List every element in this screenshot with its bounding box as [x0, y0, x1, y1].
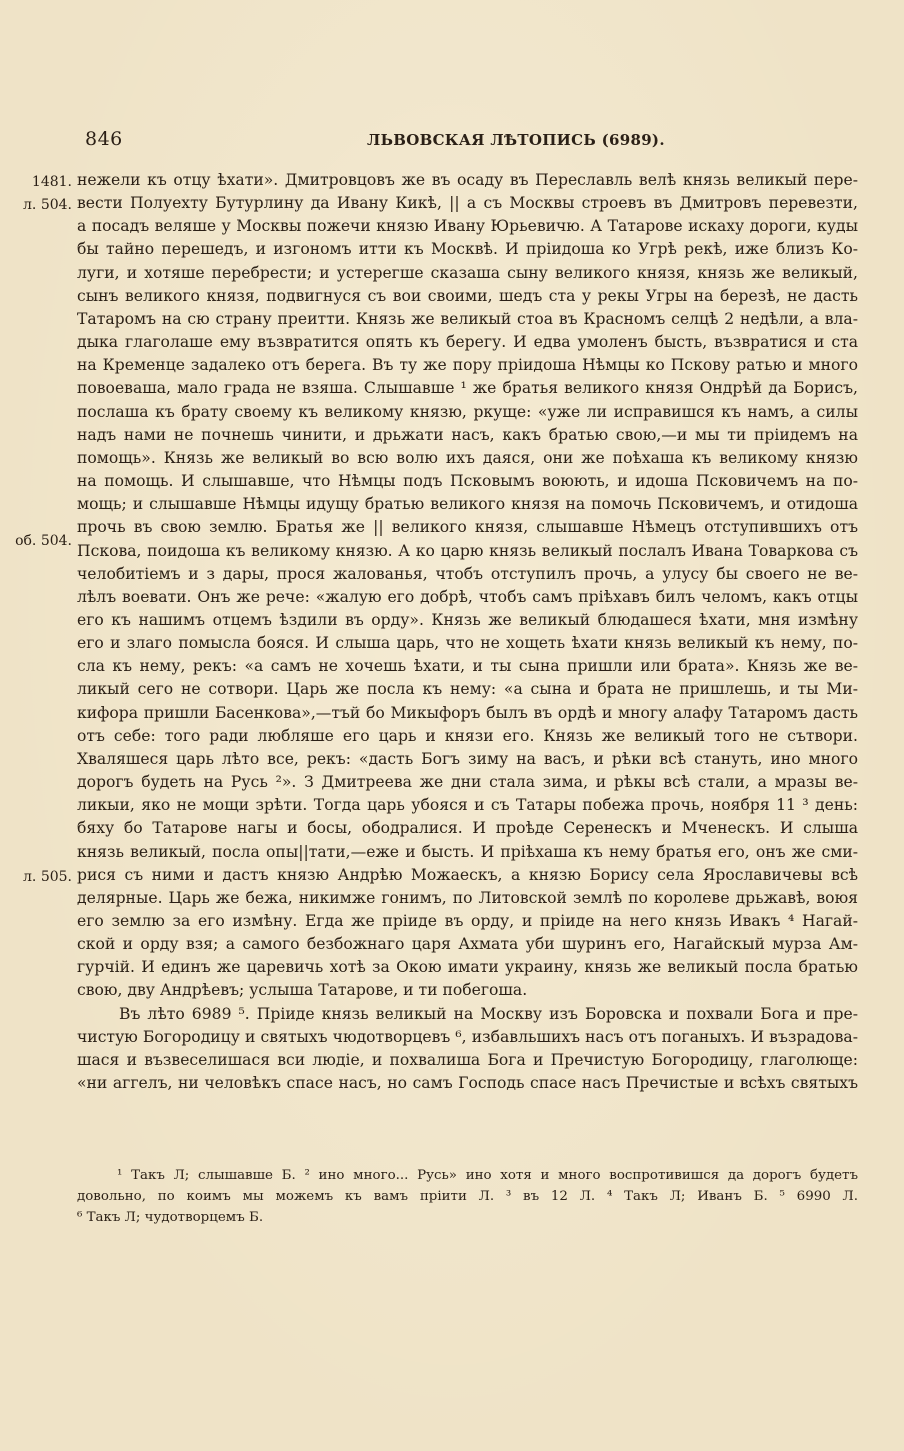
- text-line: сынъ великого князя, подвигнуся съ вои своими, шедъ ста у рекы Угры на березѣ, не дасть: [77, 286, 858, 305]
- text-line: шася и възвеселишася вси людiе, и похвалиша Бога и Пречистую Богородицу, глаголюще:: [77, 1050, 858, 1069]
- text-line: послаша къ брату своему къ великому князю, ркуще: «уже ли исправишся къ намъ, а силы: [77, 402, 858, 421]
- text-line: вести Полуехту Бутурлину да Ивану Кикѣ, || а съ Москвы строевъ въ Дмитровъ перевезти,: [77, 194, 858, 213]
- text-line: помощь». Князь же великый во всю волю ихъ даяся, они же поѣхаша къ великому князю: [77, 448, 858, 467]
- text-line: его землю за его измѣну. Егда же прiиде въ орду, и прiиде на него князь Ивакъ ⁴ Нагай-: [77, 912, 858, 930]
- text-line: дорогъ будеть на Русь ²». З Дмитреева же дни стала зима, и рѣкы всѣ стали, а мразы ве-: [77, 773, 858, 792]
- text-line: Татаромъ на сю страну преитти. Князь же великый стоа въ Красномъ селцѣ 2 недѣли, а вла-: [77, 309, 858, 328]
- text-line-paragraph-start: Въ лѣто 6989 ⁵. Прiиде князь великый на Москву изъ Боровска и похвали Бога и пре-: [119, 1004, 858, 1023]
- margin-note-leaf-verso: об. 504.: [15, 533, 72, 549]
- running-title: ЛЬВОВСКАЯ ЛѢТОПИСЬ (6989).: [367, 131, 665, 149]
- footnote-line: ¹ Такъ Л; слышавше Б. ² ино много... Русь» ино хотя и много воспротивишся да дорогъ будетъ: [117, 1168, 858, 1183]
- text-line: рися съ ними и дастъ князю Андрѣю Можаескъ, а князю Борису села Ярославичевы всѣ: [77, 865, 858, 884]
- main-text: [77, 169, 858, 1095]
- text-line: дыка глаголаше ему възвратится опять къ берегу. И едва умоленъ бысть, възвратися и ста: [77, 333, 858, 352]
- text-line: «ни аггелъ, ни человѣкъ спасе насъ, но самъ Господь спасе насъ Пречистые и всѣхъ святыхъ: [77, 1074, 858, 1093]
- text-line: бы тайно перешедъ, и изгономъ итти къ Москвѣ. И прiидоша ко Угрѣ рекѣ, иже близъ Ко-: [77, 240, 858, 259]
- text-line: ликыи, яко не мощи зрѣти. Тогда царь убояся и съ Татары побежа прочь, ноября 11 ³ день:: [77, 796, 858, 815]
- text-line: сла къ нему, рекъ: «а самъ не хочешь ѣхати, и ты сына пришли или брата». Князь же ве-: [77, 657, 858, 676]
- text-line: отъ себе: того ради любляше его царь и князи его. Князь же великый того не сътвори.: [77, 726, 858, 745]
- footnotes: [77, 1165, 858, 1228]
- text-line: кифора пришли Басенкова»,—тъй бо Микыфоръ былъ въ ордѣ и многу алафу Татаромъ дасть: [77, 703, 858, 722]
- text-line: князь великый, посла опы||тати,—еже и бысть. И прiѣхаша къ нему братья его, онъ же сми-: [77, 842, 858, 861]
- text-line: гурчiй. И единъ же царевичь хотѣ за Окою имати украину, князь же великый посла братью: [77, 958, 858, 977]
- page-header: [0, 128, 904, 158]
- text-line: бяху бо Татарове нагы и босы, ободралися. И проѣде Серенескъ и Мченескъ. И слыша: [77, 819, 858, 838]
- text-line: свою, дву Андрѣевъ; услыша Татарове, и ти побегоша.: [77, 981, 528, 1000]
- text-line: повоеваша, мало града не взяша. Слышавше ¹ же братья великого князя Ондрѣй да Борисъ,: [77, 379, 858, 398]
- text-line: ской и орду взя; а самого безбожнаго царя Ахмата уби шуринъ его, Нагайскый мурза Ам-: [77, 935, 858, 954]
- margin-note-leaf: л. 504.: [23, 197, 72, 213]
- text-line: на помощь. И слышавше, что Нѣмцы подъ Псковымъ воюють, и идоша Псковичемъ на по-: [77, 472, 858, 491]
- text-line: надъ нами не почнешь чинити, и дрьжати насъ, какъ братью свою,—и мы ти прiидемъ на: [77, 425, 858, 444]
- text-line: а посадъ веляше у Москвы пожечи князю Ивану Юрьевичю. А Татарове искаху дороги, куды: [77, 217, 858, 236]
- margin-note-leaf: л. 505.: [23, 869, 72, 885]
- text-line: делярные. Царь же бежа, никимже гонимъ, по Литовской землѣ по королеве дрьжавѣ, воюя: [77, 888, 858, 907]
- text-line: Пскова, поидоша къ великому князю. А ко царю князь великый послалъ Ивана Товаркова съ: [77, 541, 858, 560]
- footnote-line: довольно, по коимъ мы можемъ къ вамъ прiити Л. ³ въ 12 Л. ⁴ Такъ Л; Иванъ Б. ⁵ 6990 Л.: [77, 1189, 858, 1204]
- text-line: Хваляшеся царь лѣто все, рекъ: «дасть Богъ зиму на васъ, и рѣки всѣ стануть, ино много: [77, 749, 858, 768]
- margin-note-year: 1481.: [31, 174, 72, 190]
- text-line: его и злаго помысла бояся. И слыша царь, что не хощеть ѣхати князь великый къ нему, по-: [77, 634, 858, 653]
- text-line: прочь въ свою землю. Братья же || великого князя, слышавше Нѣмецъ отступившихъ отъ: [77, 518, 858, 537]
- text-line: его къ нашимъ отцемъ ѣздили въ орду». Князь же великый блюдашеся ѣхати, мня измѣну: [77, 610, 858, 629]
- footnote-line: ⁶ Такъ Л; чудотворцемъ Б.: [77, 1210, 264, 1225]
- text-line: на Кременце задалеко отъ берега. Въ ту же пору прiидоша Нѣмцы ко Пскову ратью и много: [77, 356, 858, 375]
- text-line: ликый сего не сотвори. Царь же посла къ нему: «а сына и брата не пришлешь, и ты Ми-: [77, 680, 858, 699]
- text-line: челобитiемъ и з дары, прося жалованья, чтобъ отступилъ прочь, а улусу бы своего не ве-: [77, 564, 858, 583]
- text-line: чистую Богородицу и святыхъ чюдотворцевъ ⁶, избавльшихъ насъ отъ поганыхъ. И възрадова-: [77, 1027, 858, 1046]
- text-line: мощь; и слышавше Нѣмцы идущу братью великого князя на помочь Псковичемъ, и отидоша: [77, 495, 858, 514]
- text-line: луги, и хотяше перебрести; и устерегше сказаша сыну великого князя, князь же великый,: [77, 263, 858, 282]
- text-line: нежели къ отцу ѣхати». Дмитровцовъ же въ осаду въ Переславль велѣ князь великый пере-: [77, 171, 858, 189]
- page-number: 846: [85, 128, 123, 150]
- text-line: лѣлъ воевати. Онъ же рече: «жалую его добрѣ, чтобъ самъ прiѣхавъ билъ челомъ, какъ отцы: [77, 587, 858, 606]
